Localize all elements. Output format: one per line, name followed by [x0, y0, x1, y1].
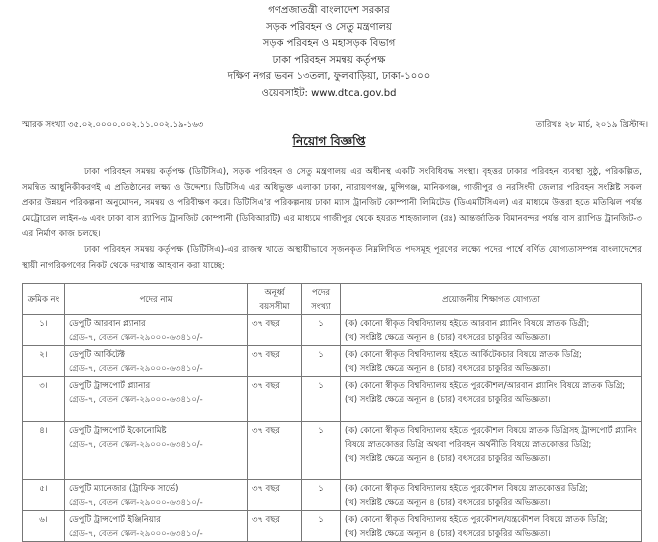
post-name: ডেপুটি আর্কিটেক্ট	[69, 349, 125, 359]
row-count: ১	[302, 346, 341, 377]
qualification-a: (ক) কোনো স্বীকৃত বিশ্ববিদ্যালয় হইতে পুরকৌশল/আরবান প্ল্যানিং বিষয়ে স্নাতক ডিগ্রি;	[345, 380, 626, 390]
qualification-b: (খ) সংশ্লিষ্ট ক্ষেত্রে অন্যূন ৪ (চার) বৎসরের চাকুরির অভিজ্ঞতা।	[345, 363, 551, 373]
row-serial: ৫।	[23, 480, 65, 511]
notice-title: নিয়োগ বিজ্ঞপ্তি	[292, 134, 366, 148]
row-qualification	[341, 346, 642, 377]
table-header-row	[23, 284, 642, 315]
qualification-b: (খ) সংশ্লিষ্ট ক্ষেত্রে অন্যূন ৪ (চার) বৎসরের চাকুরির অভিজ্ঞতা।	[345, 528, 551, 538]
row-post	[65, 422, 248, 480]
row-age: ৩৭ বছর	[248, 422, 302, 480]
row-post	[65, 346, 248, 377]
header-qualification: প্রয়োজনীয় শিক্ষাগত যোগ্যতা	[341, 284, 642, 315]
qualification-a: (ক) কোনো স্বীকৃত বিশ্ববিদ্যালয় হইতে পুরকৌশল/যন্ত্রকৌশল বিষয়ে স্নাতক ডিগ্রি;	[345, 514, 608, 524]
qualification-b: (খ) সংশ্লিষ্ট ক্ষেত্রে অন্যূন ৪ (চার) বৎসরের চাকুরির অভিজ্ঞতা।	[345, 394, 551, 404]
row-qualification	[341, 377, 642, 422]
table-row	[23, 377, 642, 422]
post-name: ডেপুটি ট্রান্সপোর্ট ইঞ্জিনিয়ার	[69, 514, 161, 524]
letterhead-address: দক্ষিণ নগর ভবন ১৩তলা, ফুলবাড়িয়া, ঢাকা-১০০০	[227, 71, 431, 82]
table-row	[23, 511, 642, 542]
qualification-a: (ক) কোনো স্বীকৃত বিশ্ববিদ্যালয় হইতে আর্কিটেকচার বিষয়ে স্নাতক ডিগ্রি;	[345, 349, 582, 359]
row-count: ১	[302, 422, 341, 480]
row-age: ৩৭ বছর	[248, 377, 302, 422]
letterhead-division: সড়ক পরিবহন ও মহাসড়ক বিভাগ	[262, 38, 396, 49]
post-grade: গ্রেড-৭, বেতন স্কেল-২৯০০০-৬৩৪১০/-	[69, 363, 203, 373]
row-post	[65, 315, 248, 346]
row-serial: ৬।	[23, 511, 65, 542]
post-name: ডেপুটি ট্রান্সপোর্ট ইকোনোমিষ্ট	[69, 425, 167, 435]
post-grade: গ্রেড-৭, বেতন স্কেল-২৯০০০-৬৩৪১০/-	[69, 528, 203, 538]
table-row	[23, 480, 642, 511]
row-count: ১	[302, 377, 341, 422]
posts-table	[22, 283, 642, 542]
row-age: ৩৭ বছর	[248, 480, 302, 511]
row-post	[65, 480, 248, 511]
row-post	[65, 377, 248, 422]
post-grade: গ্রেড-৭, বেতন স্কেল-২৯০০০-৬৩৪১০/-	[69, 332, 203, 342]
qualification-b: (খ) সংশ্লিষ্ট ক্ষেত্রে অন্যূন ৪ (চার) বৎসরের চাকুরির অভিজ্ঞতা।	[345, 497, 551, 507]
post-name: ডেপুটি ট্রান্সপোর্ট প্ল্যানার	[69, 380, 151, 390]
letterhead-website: ওয়েবসাইট: www.dtca.gov.bd	[261, 87, 397, 99]
row-count: ১	[302, 511, 341, 542]
table-row	[23, 315, 642, 346]
notice-title-wrap	[0, 134, 658, 150]
row-qualification	[341, 480, 642, 511]
qualification-b: (খ) সংশ্লিষ্ট ক্ষেত্রে অন্যূন ৪ (চার) বৎসরের চাকুরির অভিজ্ঞতা।	[345, 332, 551, 342]
row-serial: ১।	[23, 315, 65, 346]
table-row	[23, 346, 642, 377]
letterhead-authority: ঢাকা পরিবহন সমন্বয় কর্তৃপক্ষ	[272, 54, 386, 66]
row-age: ৩৭ বছর	[248, 511, 302, 542]
post-name: ডেপুটি আরবান প্ল্যানার	[69, 318, 146, 328]
row-serial: ২।	[23, 346, 65, 377]
letterhead-ministry: সড়ক পরিবহন ও সেতু মন্ত্রণালয়	[266, 21, 392, 33]
qualification-a: (ক) কোনো স্বীকৃত বিশ্ববিদ্যালয় হইতে পুরকৌশল বিষয়ে স্নাতকোত্তর ডিগ্রি;	[345, 483, 588, 493]
post-grade: গ্রেড-৭, বেতন স্কেল-২৯০০০-৬৩৪১০/-	[69, 497, 203, 507]
call-paragraph: ঢাকা পরিবহন সমন্বয় কর্তৃপক্ষ (ডিটিসিএ)-এর রাজস্ব খাতে অস্থায়ীভাবে সৃজনকৃত নিম্নলিখিত পদসমূহ পূরণের লক্ষ্যে পদের পার্শ্বে বর্ণিত যোগ্যতাসম্পন্ন বাংলাদেশের স্থায়ী নাগরিকগণের নিকট থেকে দরখাস্ত আহবান করা যাচ্ছে:	[22, 245, 642, 271]
qualification-a: (ক) কোনো স্বীকৃত বিশ্ববিদ্যালয় হইতে পুরকৌশল বিষয়ে স্নাতক ডিগ্রিসহ ট্রান্সপোর্ট প্ল্যানিং বিষয়ে স্নাতকোত্তর ডিগ্রি অথবা পরিবহন অর্থনীতি বিষয়ে স্নাতকোত্তর ডিগ্রি;	[345, 425, 637, 449]
letterhead-government: গণপ্রজাতন্ত্রী বাংলাদেশ সরকার	[268, 5, 390, 16]
memo-number: স্মারক সংখ্যা ৩৫.০২.০০০০.০০২.১১.০০২.১৯-১৬৩	[22, 120, 204, 130]
post-name: ডেপুটি ম্যানেজার (ট্রাফিক সার্ভে)	[69, 483, 179, 493]
post-grade: গ্রেড-৭, বেতন স্কেল-২৯০০০-৬৩৪১০/-	[69, 439, 203, 449]
row-serial: ৪।	[23, 422, 65, 480]
notice-date: তারিখঃ ২৮ মার্চ, ২০১৯ খ্রিস্টাব্দ।	[535, 120, 648, 130]
row-count: ১	[302, 315, 341, 346]
header-serial: ক্রমিক নং	[23, 284, 65, 315]
qualification-a: (ক) কোনো স্বীকৃত বিশ্ববিদ্যালয় হইতে আরবান প্ল্যানিং বিষয়ে স্নাতক ডিগ্রী;	[345, 318, 590, 328]
row-qualification	[341, 315, 642, 346]
row-age: ৩৭ বছর	[248, 346, 302, 377]
post-grade: গ্রেড-৭, বেতন স্কেল-২৯০০০-৬৩৪১০/-	[69, 394, 203, 404]
row-post	[65, 511, 248, 542]
header-post: পদের নাম	[65, 284, 248, 315]
intro-paragraph: ঢাকা পরিবহন সমন্বয় কর্তৃপক্ষ (ডিটিসিএ), সড়ক পরিবহন ও সেতু মন্ত্রণালয় এর অধীনস্থ একটি সংবিধিবদ্ধ সংস্থা। বৃহত্তর ঢাকার পরিবহন ব্যবস্থা সুষ্ঠু, পরিকল্পিত, সমন্বিত আধুনিকীকরণই এ প্রতিষ্ঠানের লক্ষ্য ও উদ্দেশ্য। ডিটিসিএ এর অধিভুক্ত এলাকা ঢাকা, নারায়ণগঞ্জ, মুন্সিগঞ্জ, মানিকগঞ্জ, গাজীপুর ও নরসিংদী জেলার পরিবহন সংশ্লিষ্ট সকল প্রকার উন্নয়ন পরিকল্পনা অনুমোদন, সমন্বয় ও পরিবীক্ষণ করে। ডিটিসিএ'র পরিকল্পনায় ঢাকা ম্যাস ট্রানজিট কোম্পানী লিমিটেড (ডিএমটিসিএল) এর মাধ্যমে উত্তরা হতে মতিঝিল পর্যন্ত মেট্রোরেল লাইন-৬ এবং ঢাকা বাস র‍্যাপিড ট্রানজিট কোম্পানী (ডিবিআরটি) এর মাধ্যমে গাজীপুর থেকে হযরত শাহজালাল (রঃ) আন্তর্জাতিক বিমানবন্দর পর্যন্ত বাস র‍্যাপিড ট্রানজিট-৩ এর নির্মাণ কাজ চলছে।	[22, 167, 642, 239]
letterhead	[0, 3, 658, 102]
header-age: অনূর্ধ্ব বয়সসীমা	[248, 284, 302, 315]
row-serial: ৩।	[23, 377, 65, 422]
row-qualification	[341, 511, 642, 542]
row-count: ১	[302, 480, 341, 511]
row-qualification	[341, 422, 642, 480]
qualification-b: (খ) সংশ্লিষ্ট ক্ষেত্রে অন্যূন ৪ (চার) বৎসরের চাকুরির অভিজ্ঞতা।	[345, 453, 551, 463]
row-age: ৩৭ বছর	[248, 315, 302, 346]
header-count: পদের সংখ্যা	[302, 284, 341, 315]
table-row	[23, 422, 642, 480]
